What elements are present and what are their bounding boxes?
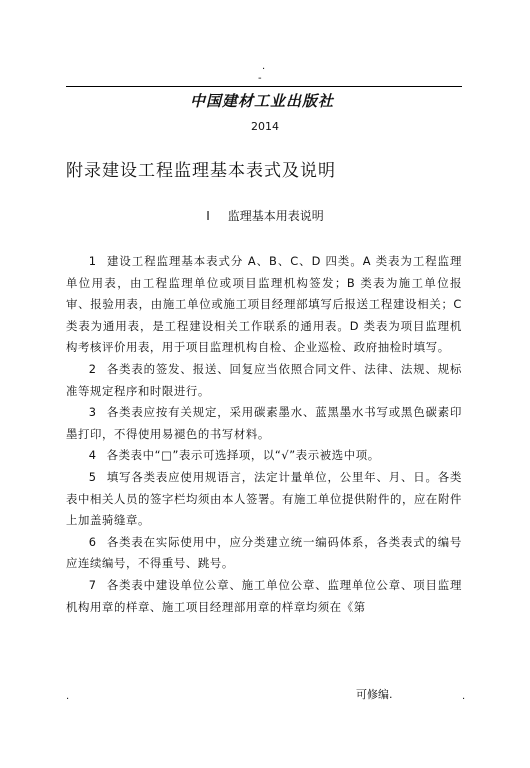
paragraph-2 xyxy=(66,359,462,402)
paragraph-text: 各类表在实际使用中，应分类建立统一编码体系，各类表式的编号应连续编号，不得重号、跳号。 xyxy=(66,534,462,571)
paragraph-number: 6 xyxy=(88,534,97,549)
paragraph-text: 各类表中“□”表示可选择项，以“√”表示被选中项。 xyxy=(106,448,380,463)
paragraph-text: 各类表的签发、报送、回复应当依照合同文件、法律、法规、规标准等规定程序和时限进行。 xyxy=(66,361,462,398)
paragraph-number: 3 xyxy=(88,405,97,420)
document-title: 附录建设工程监理基本表式及说明 xyxy=(66,161,336,181)
paragraph-text: 建设工程监理基本表式分 A、B、C、D 四类。A 类表为工程监理单位用表，由工程监理单位或项目监理机构签发；B 类表为施工单位报审、报验用表，由施工单位或施工项目经理部填写后报送工程建设相关；C 类表为通用表，是工程建设相关工作联系的通用表。D 类表为项目监理机构考核评价用表，用于项目监理机构自检、企业巡检、政府抽检时填写。 xyxy=(66,254,462,355)
footer-right-dot: . xyxy=(462,691,466,702)
paragraph-number: 4 xyxy=(88,448,97,463)
section-heading xyxy=(0,208,530,224)
footer-editable-note: 可修编. xyxy=(356,688,393,701)
section-title: 监理基本用表说明 xyxy=(227,209,324,223)
paragraph-3 xyxy=(66,402,462,445)
paragraph-1 xyxy=(66,251,462,359)
header-top-dot: . xyxy=(262,61,266,72)
paragraph-7 xyxy=(66,575,462,618)
paragraph-number: 5 xyxy=(88,469,97,484)
publisher-name: 中国建材工业出版社 xyxy=(190,92,335,110)
paragraph-number: 2 xyxy=(88,361,97,376)
paragraph-6 xyxy=(66,532,462,575)
footer-left-dot: . xyxy=(66,691,70,702)
body-text xyxy=(66,251,462,618)
paragraph-5 xyxy=(66,467,462,532)
paragraph-text: 填写各类表应使用规语言，法定计量单位，公里年、月、日。各类表中相关人员的签字栏均须由本人签署。有施工单位提供附件的，应在附件上加盖骑缝章。 xyxy=(66,469,462,528)
paragraph-4 xyxy=(66,445,462,467)
paragraph-text: 各类表应按有关规定，采用碳素墨水、蓝黑墨水书写或黑色碳素印墨打印，不得使用易褪色的书写材料。 xyxy=(66,405,462,441)
paragraph-number: 7 xyxy=(88,577,97,592)
section-number: Ⅰ xyxy=(206,209,210,223)
header-top-dash: - xyxy=(258,73,262,84)
paragraph-number: 1 xyxy=(88,254,97,268)
paragraph-text: 各类表中建设单位公章、施工单位公章、监理单位公章、项目监理机构用章的样章、施工项目经理部用章的样章均须在《第 xyxy=(66,577,462,614)
header-rule xyxy=(66,86,462,87)
publication-year: 2014 xyxy=(251,120,279,133)
